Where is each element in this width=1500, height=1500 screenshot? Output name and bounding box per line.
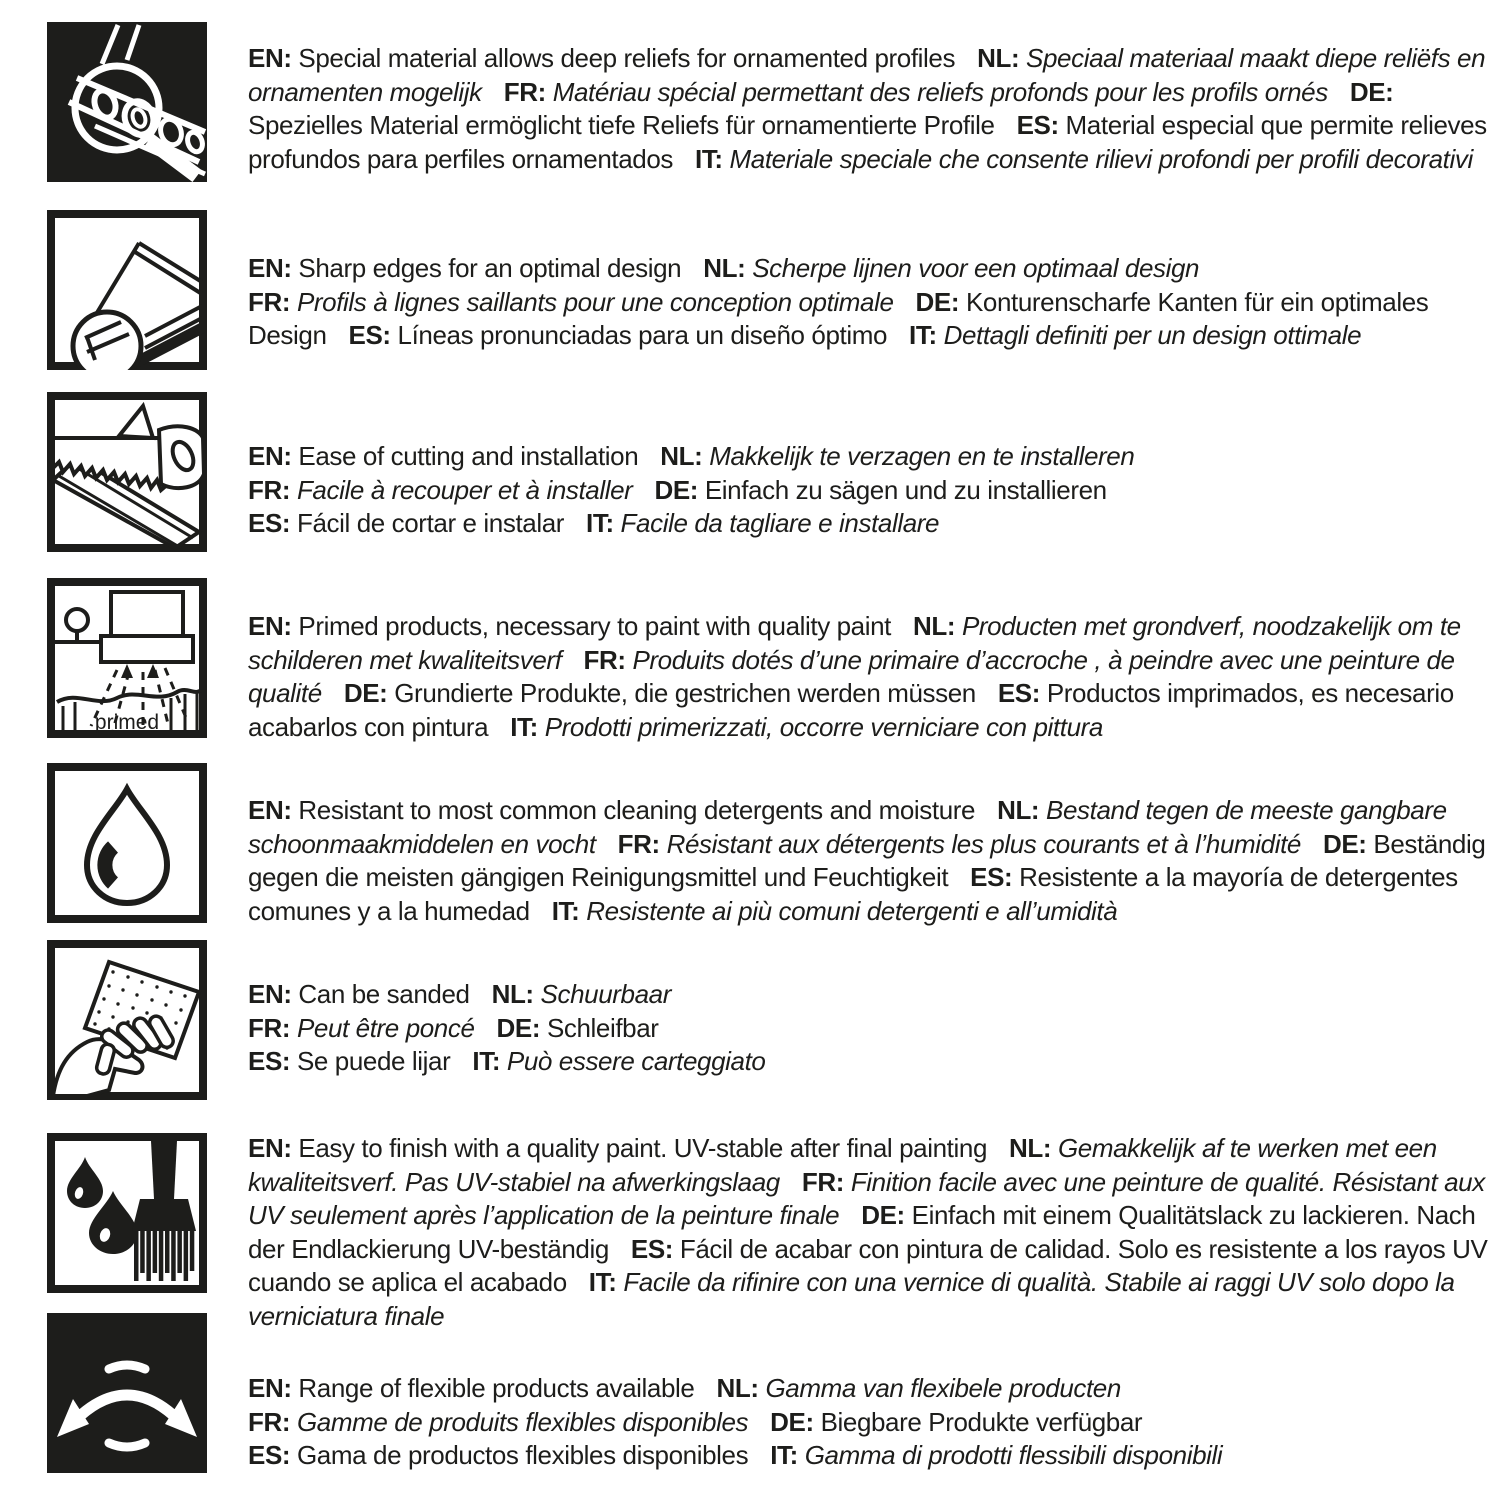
lang-text: Líneas pronunciadas para un diseño óptimo xyxy=(397,320,888,350)
lang-label: ES: xyxy=(248,1440,291,1470)
lang-text: Einfach zu sägen und zu installieren xyxy=(704,474,1107,505)
lang-label: NL: xyxy=(997,795,1040,825)
lang-label: IT: xyxy=(770,1440,798,1470)
feature-text xyxy=(248,252,1488,353)
sandable-icon xyxy=(47,940,207,1100)
moisture-resistant-icon xyxy=(47,763,207,923)
feature-icon-box xyxy=(47,940,207,1100)
lang-label: ES: xyxy=(630,1233,674,1264)
lang-label: IT: xyxy=(510,711,538,742)
lang-label: IT: xyxy=(695,143,723,174)
lang-text: Resistant to most common cleaning detergents and moisture xyxy=(298,795,976,825)
lang-label: NL: xyxy=(977,43,1020,73)
lang-label: IT: xyxy=(586,508,614,538)
lang-text: Gamma van flexibele producten xyxy=(765,1373,1121,1403)
lang-label: ES: xyxy=(1016,110,1059,140)
lang-text: Résistant aux détergents les plus courants et à l’humidité xyxy=(666,828,1301,859)
lang-label: NL: xyxy=(716,1373,759,1403)
lang-text: Fácil de cortar e instalar xyxy=(296,508,565,538)
lang-label: IT: xyxy=(472,1046,501,1076)
feature-icon-box xyxy=(47,22,207,182)
feature-icon-box xyxy=(47,578,207,738)
lang-label: NL: xyxy=(660,441,703,471)
lang-text: Spezielles Material ermöglicht tiefe Reliefs für ornamentierte Profile xyxy=(248,110,995,140)
feature-icon-box xyxy=(47,210,207,370)
lang-label: DE: xyxy=(915,286,960,317)
lang-label: DE: xyxy=(1349,76,1394,107)
lang-text: Primed products, necessary to paint with quality paint xyxy=(298,611,892,641)
lang-text: Scherpe lijnen voor een optimaal design xyxy=(752,253,1200,283)
flexible-range-icon xyxy=(47,1313,207,1473)
lang-label: ES: xyxy=(248,1046,291,1076)
lang-label: DE: xyxy=(1322,828,1367,859)
lang-label: FR: xyxy=(248,474,291,505)
lang-label: EN: xyxy=(248,441,292,471)
deep-relief-magnifier-icon xyxy=(47,22,207,182)
lang-label: NL: xyxy=(913,611,956,641)
lang-text: Material especial que permite relieves profundos para perfiles ornamentados xyxy=(248,110,1487,174)
lang-label: EN: xyxy=(248,611,292,641)
lang-text: Schuurbaar xyxy=(540,979,671,1009)
lang-text: Beständig gegen die meisten gängigen Reinigungsmittel und Feuchtigkeit xyxy=(248,828,1486,892)
lang-label: ES: xyxy=(997,678,1041,708)
lang-text: Biegbare Produkte verfügbar xyxy=(820,1406,1143,1437)
lang-text: Makkelijk te verzagen en te installeren xyxy=(709,441,1135,471)
lang-text: Can be sanded xyxy=(298,979,470,1009)
lang-text: Resistente ai più comuni detergenti e all’umidità xyxy=(586,895,1118,926)
lang-text: Resistente a la mayoría de detergentes comunes y a la humedad xyxy=(248,862,1458,926)
lang-text: Gemakkelijk af te werken met een kwaliteitsverf. Pas UV-stabiel na afwerkingslaag xyxy=(248,1133,1437,1197)
lang-text: Speciaal materiaal maakt diepe reliëfs en ornamenten mogelijk xyxy=(248,43,1486,107)
lang-label: ES: xyxy=(248,508,291,538)
lang-label: EN: xyxy=(248,795,292,825)
lang-label: DE: xyxy=(861,1200,905,1230)
lang-label: FR: xyxy=(248,286,291,317)
lang-label: EN: xyxy=(248,1373,292,1403)
lang-text: Matériau spécial permettant des reliefs profonds pour les profils ornés xyxy=(552,76,1328,107)
lang-label: FR: xyxy=(617,828,660,859)
primed-spray-icon xyxy=(47,578,207,738)
saw-cutting-icon xyxy=(47,392,207,552)
lang-label: ES: xyxy=(348,320,391,350)
lang-label: IT: xyxy=(551,895,580,926)
lang-text: Sharp edges for an optimal design xyxy=(298,253,682,283)
lang-text: Fácil de acabar con pintura de calidad. Solo es resistente a los rayos UV cuando se aplica el acabado xyxy=(248,1233,1488,1297)
lang-label: FR: xyxy=(503,76,546,107)
lang-label: EN: xyxy=(248,979,292,1009)
lang-label: FR: xyxy=(248,1406,291,1437)
lang-label: NL: xyxy=(703,253,746,283)
feature-text xyxy=(248,610,1488,744)
lang-text: Dettagli definiti per un design ottimale xyxy=(943,320,1362,350)
lang-label: FR: xyxy=(801,1166,844,1197)
lang-label: EN: xyxy=(248,253,292,283)
lang-text: Grundierte Produkte, die gestrichen werden müssen xyxy=(394,678,976,708)
lang-text: Producten met grondverf, noodzakelijk om te schilderen met kwaliteitsverf xyxy=(248,611,1461,675)
lang-text: Può essere carteggiato xyxy=(506,1046,766,1076)
lang-text: Peut être poncé xyxy=(296,1012,475,1043)
lang-label: IT: xyxy=(909,320,937,350)
feature-text xyxy=(248,1132,1488,1333)
lang-label: ES: xyxy=(970,862,1013,892)
lang-text: Productos imprimados, es necesario acabarlos con pintura xyxy=(248,678,1454,742)
lang-label: DE: xyxy=(496,1012,541,1043)
primed-label: primed xyxy=(94,711,160,734)
lang-text: Facile da rifinire con una vernice di qualità. Stabile ai raggi UV solo dopo la verniciatura finale xyxy=(248,1267,1455,1331)
feature-icon-box xyxy=(47,763,207,923)
lang-text: Finition facile avec une peinture de qualité. Résistant aux UV seulement après l’application de la peinture finale xyxy=(248,1166,1485,1230)
lang-text: Gama de productos flexibles disponibles xyxy=(296,1440,749,1470)
lang-text: Facile à recouper et à installer xyxy=(296,474,633,505)
lang-text: Se puede lijar xyxy=(296,1046,451,1076)
lang-label: IT: xyxy=(588,1267,617,1297)
lang-label: FR: xyxy=(583,644,626,675)
lang-label: DE: xyxy=(770,1406,814,1437)
sharp-edges-icon xyxy=(47,210,207,370)
lang-label: DE: xyxy=(654,474,699,505)
lang-text: Special material allows deep reliefs for ornamented profiles xyxy=(298,43,956,73)
lang-text: Prodotti primerizzati, occorre verniciare con pittura xyxy=(544,711,1103,742)
feature-icon-box xyxy=(47,1313,207,1473)
lang-text: Materiale speciale che consente rilievi profondi per profili decorativi xyxy=(729,143,1473,174)
lang-text: Schleifbar xyxy=(546,1012,659,1043)
feature-text xyxy=(248,1372,1488,1473)
lang-text: Facile da tagliare e installare xyxy=(620,508,940,538)
lang-label: EN: xyxy=(248,1133,292,1163)
lang-text: Konturenscharfe Kanten für ein optimales Design xyxy=(248,286,1429,350)
lang-text: Gamme de produits flexibles disponibles xyxy=(296,1406,749,1437)
lang-label: FR: xyxy=(248,1012,291,1043)
lang-text: Ease of cutting and installation xyxy=(298,441,639,471)
lang-text: Produits dotés d’une primaire d’accroche , à peindre avec une peinture de qualité xyxy=(248,644,1455,708)
lang-label: EN: xyxy=(248,43,292,73)
feature-text xyxy=(248,794,1488,928)
lang-label: DE: xyxy=(343,678,388,708)
feature-text xyxy=(248,440,1488,541)
lang-text: Profils à lignes saillants pour une conception optimale xyxy=(296,286,894,317)
lang-text: Easy to finish with a quality paint. UV-stable after final painting xyxy=(298,1133,988,1163)
lang-label: NL: xyxy=(1009,1133,1052,1163)
lang-text: Range of flexible products available xyxy=(298,1373,695,1403)
paint-finish-icon xyxy=(47,1133,207,1293)
lang-text: Bestand tegen de meeste gangbare schoonmaakmiddelen en vocht xyxy=(248,795,1447,859)
lang-text: Einfach mit einem Qualitätslack zu lackieren. Nach der Endlackierung UV-beständig xyxy=(248,1200,1476,1264)
feature-text xyxy=(248,978,1488,1079)
feature-text xyxy=(248,42,1488,176)
lang-label: NL: xyxy=(491,979,534,1009)
feature-icon-box xyxy=(47,392,207,552)
feature-icon-box xyxy=(47,1133,207,1293)
lang-text: Gamma di prodotti flessibili disponibili xyxy=(804,1440,1223,1470)
